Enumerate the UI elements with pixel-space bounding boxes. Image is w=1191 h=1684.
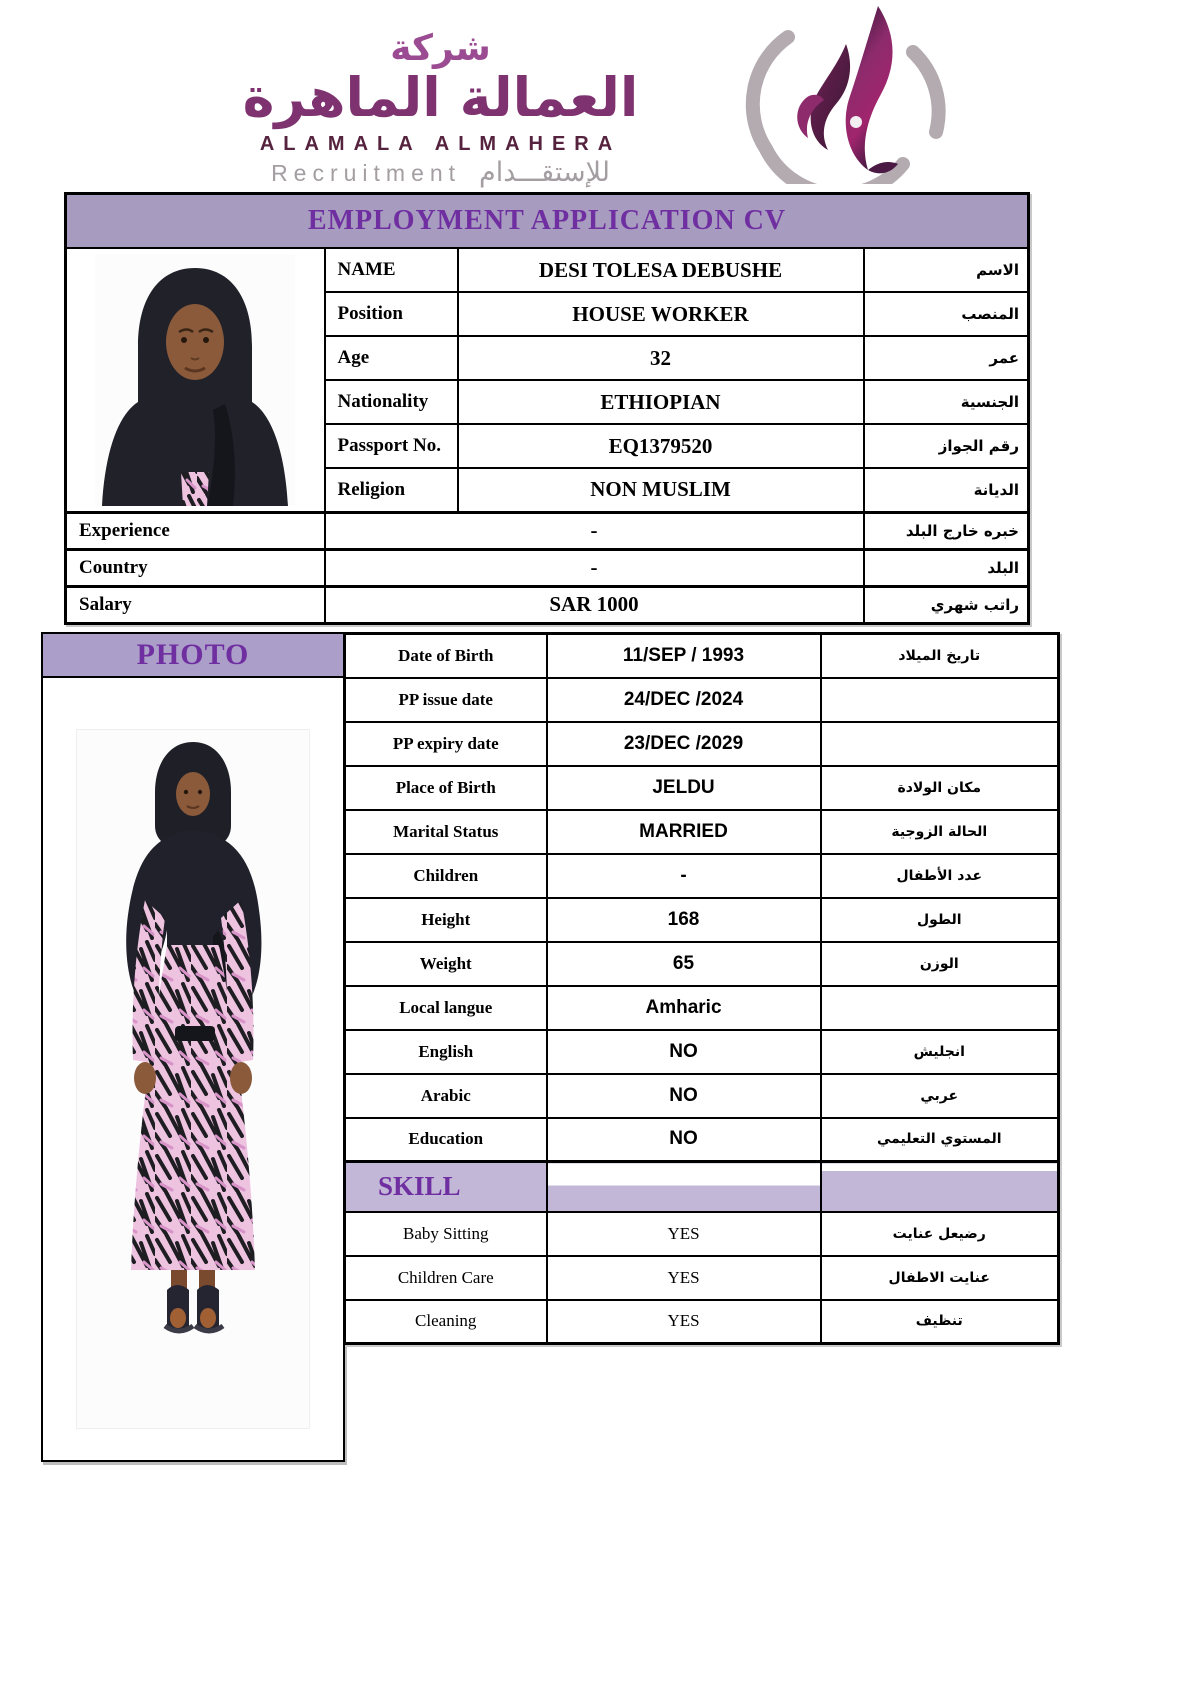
field-label: Education bbox=[345, 1118, 547, 1162]
field-label: Nationality bbox=[325, 380, 458, 424]
field-label: Children bbox=[345, 854, 547, 898]
field-label: Passport No. bbox=[325, 424, 458, 468]
table-row bbox=[345, 1118, 1059, 1162]
table-row bbox=[345, 766, 1059, 810]
field-arabic-label: رقم الجواز bbox=[864, 424, 1029, 468]
company-subtitle bbox=[168, 159, 713, 187]
table-row bbox=[345, 1074, 1059, 1118]
field-label: Weight bbox=[345, 942, 547, 986]
table-row bbox=[66, 549, 1029, 586]
field-arabic-label: راتب شهري bbox=[864, 586, 1029, 623]
field-label: Height bbox=[345, 898, 547, 942]
applicant-portrait-photo bbox=[95, 254, 295, 506]
field-value: 23/DEC /2029 bbox=[547, 722, 821, 766]
field-value: 11/SEP / 1993 bbox=[547, 634, 821, 678]
field-value: 24/DEC /2024 bbox=[547, 678, 821, 722]
field-arabic-label bbox=[821, 722, 1059, 766]
field-label: Experience bbox=[66, 512, 325, 549]
table-row bbox=[345, 854, 1059, 898]
field-arabic-label: خبره خارج البلد bbox=[864, 512, 1029, 549]
field-arabic-label: الوزن bbox=[821, 942, 1059, 986]
field-arabic-label: البلد bbox=[864, 549, 1029, 586]
field-value: NON MUSLIM bbox=[458, 468, 864, 512]
applicant-fullbody-photo bbox=[77, 730, 309, 1428]
field-value: HOUSE WORKER bbox=[458, 292, 864, 336]
field-value: - bbox=[325, 549, 864, 586]
table-row bbox=[345, 678, 1059, 722]
recruitment-arabic-label: للإستقـــدام bbox=[479, 157, 610, 189]
field-value: JELDU bbox=[547, 766, 821, 810]
field-value: 65 bbox=[547, 942, 821, 986]
field-label: PP expiry date bbox=[345, 722, 547, 766]
field-arabic-label: مكان الولادة bbox=[821, 766, 1059, 810]
table-row bbox=[345, 898, 1059, 942]
field-label: Age bbox=[325, 336, 458, 380]
field-label: NAME bbox=[325, 248, 458, 292]
skill-header-row bbox=[345, 1162, 1059, 1212]
table-row bbox=[345, 634, 1059, 678]
field-value: DESI TOLESA DEBUSHE bbox=[458, 248, 864, 292]
table-row bbox=[345, 722, 1059, 766]
company-name-arabic-large: العمالة الماهرة bbox=[242, 65, 639, 129]
field-arabic-label bbox=[821, 678, 1059, 722]
skill-header-spacer bbox=[547, 1162, 821, 1212]
field-label: Arabic bbox=[345, 1074, 547, 1118]
field-arabic-label: الحالة الزوجية bbox=[821, 810, 1059, 854]
field-arabic-label bbox=[821, 986, 1059, 1030]
field-label: Place of Birth bbox=[345, 766, 547, 810]
table-row bbox=[66, 512, 1029, 549]
table-row bbox=[345, 1212, 1059, 1256]
field-label: Local langue bbox=[345, 986, 547, 1030]
field-value: - bbox=[547, 854, 821, 898]
company-logo-icon bbox=[728, 4, 972, 184]
table-row bbox=[345, 1300, 1059, 1344]
field-arabic-label: المستوي التعليمي bbox=[821, 1118, 1059, 1162]
field-value: MARRIED bbox=[547, 810, 821, 854]
field-arabic-label: عدد الأطفال bbox=[821, 854, 1059, 898]
field-arabic-label: عربي bbox=[821, 1074, 1059, 1118]
field-arabic-label: المنصب bbox=[864, 292, 1029, 336]
field-label: Cleaning bbox=[345, 1300, 547, 1344]
field-value: YES bbox=[547, 1256, 821, 1300]
field-label: Children Care bbox=[345, 1256, 547, 1300]
skill-header-spacer bbox=[821, 1162, 1059, 1212]
field-label: Salary bbox=[66, 586, 325, 623]
field-value: - bbox=[325, 512, 864, 549]
field-label: PP issue date bbox=[345, 678, 547, 722]
field-value: NO bbox=[547, 1030, 821, 1074]
field-value: 32 bbox=[458, 336, 864, 380]
field-arabic-label: الجنسية bbox=[864, 380, 1029, 424]
field-arabic-label: تنظيف bbox=[821, 1300, 1059, 1344]
table-title-row bbox=[66, 194, 1029, 249]
field-label: Marital Status bbox=[345, 810, 547, 854]
field-value: SAR 1000 bbox=[325, 586, 864, 623]
employment-application-title: EMPLOYMENT APPLICATION CV bbox=[66, 194, 1029, 249]
field-arabic-label: انجليش bbox=[821, 1030, 1059, 1074]
field-value: EQ1379520 bbox=[458, 424, 864, 468]
personal-details-table bbox=[343, 632, 1060, 1345]
field-arabic-label: الديانة bbox=[864, 468, 1029, 512]
field-label: Country bbox=[66, 549, 325, 586]
field-arabic-label: الاسم bbox=[864, 248, 1029, 292]
applicant-portrait-cell bbox=[66, 248, 325, 512]
field-arabic-label: تاريخ الميلاد bbox=[821, 634, 1059, 678]
field-label: English bbox=[345, 1030, 547, 1074]
table-row bbox=[345, 810, 1059, 854]
field-value: NO bbox=[547, 1118, 821, 1162]
company-brand-block bbox=[168, 30, 713, 188]
field-arabic-label: عنايت الاطفال bbox=[821, 1256, 1059, 1300]
field-arabic-label: رضيعل عنايت bbox=[821, 1212, 1059, 1256]
field-label: Baby Sitting bbox=[345, 1212, 547, 1256]
field-label: Religion bbox=[325, 468, 458, 512]
company-name-arabic-small: شركة bbox=[390, 28, 491, 69]
table-row bbox=[66, 248, 1029, 292]
table-row bbox=[345, 1030, 1059, 1074]
field-value: 168 bbox=[547, 898, 821, 942]
table-row bbox=[345, 1256, 1059, 1300]
employment-application-table bbox=[64, 192, 1030, 625]
field-value: YES bbox=[547, 1212, 821, 1256]
field-label: Position bbox=[325, 292, 458, 336]
field-value: YES bbox=[547, 1300, 821, 1344]
table-row bbox=[345, 986, 1059, 1030]
field-value: Amharic bbox=[547, 986, 821, 1030]
field-label: Date of Birth bbox=[345, 634, 547, 678]
field-value: ETHIOPIAN bbox=[458, 380, 864, 424]
recruitment-label: Recruitment bbox=[271, 160, 462, 187]
photo-section-header: PHOTO bbox=[41, 632, 345, 678]
table-row bbox=[345, 942, 1059, 986]
skill-section-header: SKILL bbox=[345, 1162, 547, 1212]
company-name-latin: ALAMALA ALMAHERA bbox=[259, 133, 622, 156]
table-row bbox=[66, 586, 1029, 623]
field-arabic-label: عمر bbox=[864, 336, 1029, 380]
field-arabic-label: الطول bbox=[821, 898, 1059, 942]
field-value: NO bbox=[547, 1074, 821, 1118]
applicant-fullbody-photo-cell bbox=[41, 676, 345, 1462]
